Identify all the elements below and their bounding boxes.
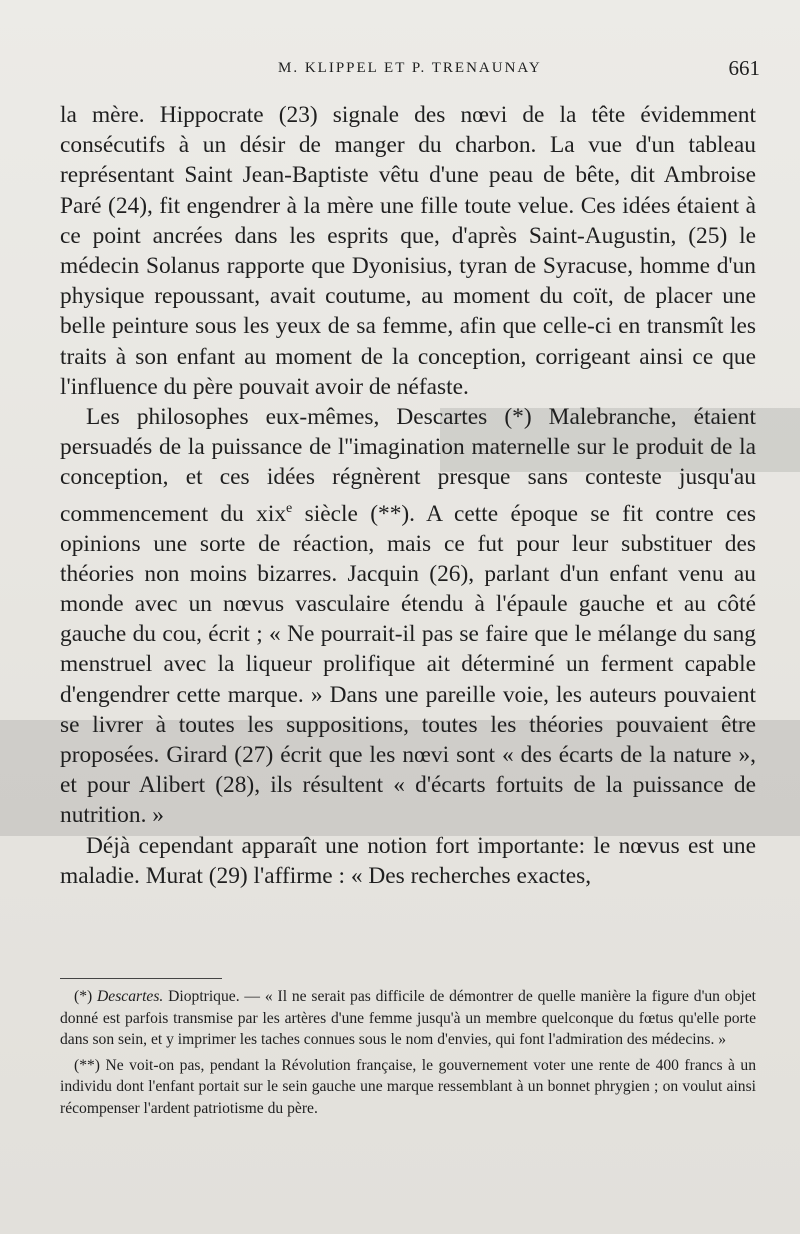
paragraph-text: siècle (**). A cette époque se fit contre ces opinions une sorte de réaction, mais ce fut pour leur substituer des théories non moins bizarres. Jacquin (26), parlant d'un enfant venu au monde avec un nœvus vasculaire étendu à l'épaule gauche et au côté gauche du cou, écrit ; « Ne pourrait-il pas se faire que le mélange du sang menstruel avec la liqueur prolifique ait déterminé un ferment capable d'engendrer cette marque. » Dans une pareille voie, les auteurs pouvaient se livrer à toutes les suppositions, toutes les théories pouvaient être proposées. Girard (27) écrit que les nœvi sont « des écarts de la nature », et pour Alibert (28), ils résultent « d'écarts fortuits de la puissance de nutrition. » [60,500,756,829]
page-number: 661 [728,56,760,80]
footnote-text: Ne voit-on pas, pendant la Révolution française, le gouvernement voter une rente de 400 francs à un individu dont l'enfant portait sur le sein gauche une marque ressemblant à un bonnet phrygien ; on voulut ainsi récompenser l'ardent patriotisme du père. [60,1056,756,1117]
paragraph [60,402,756,831]
paragraph-text: Les philosophes eux-mêmes, Descartes (*) Malebranche, étaient persuadés de la puissance de l''imagination maternelle sur le produit de la conception, et ces idées régnèrent presque sans conteste jusqu'au commencement du xix [60,404,756,527]
footnote-text: Dioptrique. — « Il ne serait pas difficile de démontrer de quelle manière la figure d'un objet donné est parfois transmise par les artères d'une femme jusqu'à un membre quelconque du fœtus qu'elle porte dans son sein, et y imprimer les taches connues sous le nom d'envies, qui font l'admiration des médecins. » [60,988,756,1048]
footnote-mark: (*) [74,988,98,1005]
footnote-mark: (**) [74,1056,106,1074]
paragraph [60,100,756,402]
footnote-rule [60,978,222,979]
running-head: M. KLIPPEL ET P. TRENAUNAY [278,60,542,76]
body-text [60,100,756,891]
paragraph [60,831,756,891]
superscript: e [286,499,293,516]
footnote [60,986,756,1051]
paragraph-text: Déjà cependant apparaît une notion fort importante: le nœvus est une maladie. Murat (29) l'affirme : « Des recherches exactes, [60,832,756,889]
footnotes [60,986,756,1123]
paragraph-text: la mère. Hippocrate (23) signale des nœvi de la tête évidemment consécutifs à un désir de manger du charbon. La vue d'un tableau représentant Saint Jean-Baptiste vêtu d'une peau de bête, dit Ambroise Paré (24), fit engendrer à la mère une fille toute velue. Ces idées étaient à ce point ancrées dans les esprits que, d'après Saint-Augustin, (25) le médecin Solanus rapporte que Dyonisius, tyran de Syracuse, homme d'un physique repoussant, avait coutume, au moment du coït, de placer une belle peinture sous les yeux de sa femme, afin que celle-ci en transmît les traits à son enfant au moment de la conception, corrigeant ainsi ce que l'influence du père pouvait avoir de néfaste. [60,102,756,400]
page-header [60,56,760,86]
footnote [60,1055,756,1120]
footnote-author: Descartes. [97,988,164,1005]
